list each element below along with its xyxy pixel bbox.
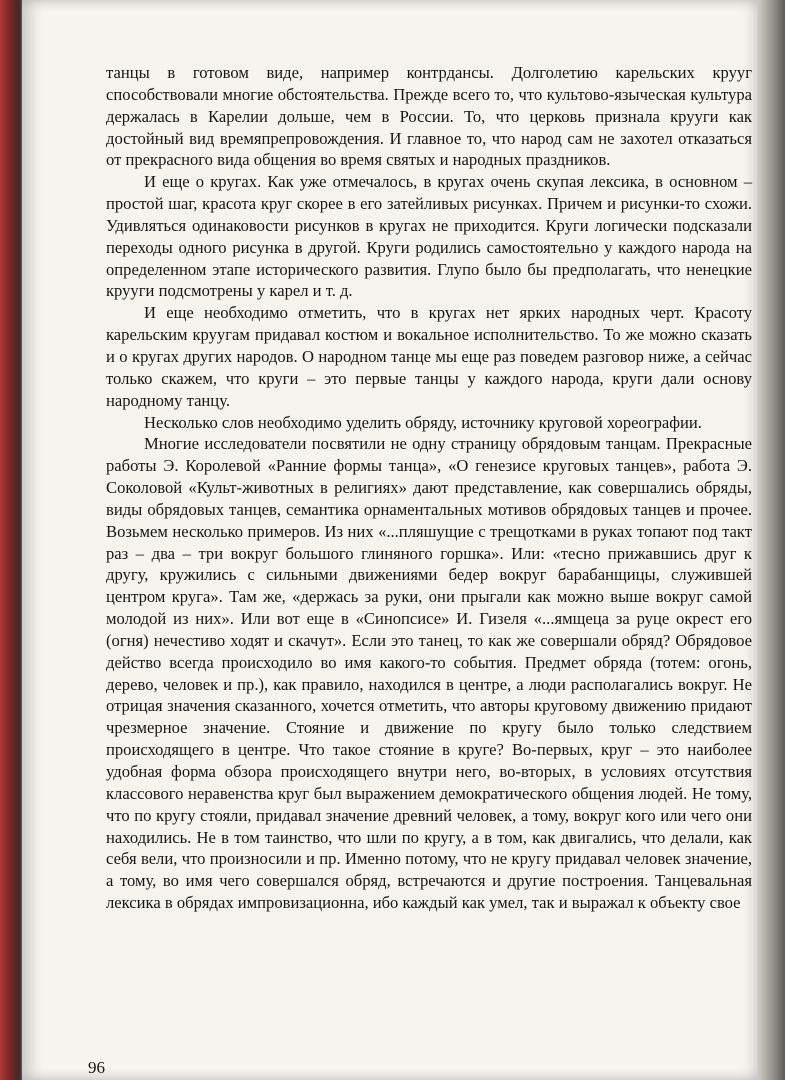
paragraph: танцы в готовом виде, например контрдансы. Долголетию карельских крууг способствовали многие обстоятельства. Прежде всего то, что культово-языческая культура держалась в Карелии дольше, чем в России. То, что церковь признала крууги как достойный вид времяпрепровождения. И главное то, что народ сам не захотел отказаться от прекрасного вида общения во время святых и народных праздников.	[106, 63, 752, 170]
paragraph: Многие исследователи посвятили не одну страницу обрядовым танцам. Прекрасные работы Э. Королевой «Ранние формы танца», «О генезисе круговых танцев», работа Э. Соколовой «Культ-животных в религиях» дают представление, как совершались обряды, виды обрядовых танцев, семантика орнаментальных мотивов обрядовых танцев и прочее. Возьмем несколько примеров. Из них «...пляшущие с трещотками в руках топают под такт раз – два – три вокруг большого глиняного горшка». Или: «тесно прижавшись друг к другу, кружились с сильными движениями бедер вокруг барабанщицы, служившей центром круга». Там же, «держась за руки, они прыгали как можно выше вокруг самой молодой из них». Или вот еще в «Синопсисе» И. Гизеля «...ямщеца за руце окрест его (огня) нечестиво ходят и скачут». Если это танец, то как же совершали обряд? Обрядовое действо всегда происходило во имя какого-то события. Предмет обряда (тотем: огонь, дерево, человек и пр.), как правило, находился в центре, а люди располагались вокруг. Не отрицая значения сказанного, хочется отметить, что авторы круговому движению придают чрезмерное значение. Стояние и движение по кругу было только следствием происходящего в центре. Что такое стояние в круге? Во-первых, круг – это наиболее удобная форма обзора происходящего внутри него, во-вторых, в условиях отсутствия классового неравенства круг был выражением демократического общения людей. Не тому, что по кругу стояли, придавал значение древний человек, а тому, вокруг кого или чего они находились. Не в том таинство, что шли по кругу, а в том, как двигались, что делали, как себя вели, что произносили и пр. Именно потому, что не кругу придавал человек значение, а тому, во имя чего совершался обряд, встречаются и другие построения. Танцевальная лексика в обрядах импровизационна, ибо каждый как умел, так и выражал к объекту свое	[106, 434, 752, 913]
page-number: 96	[88, 1058, 105, 1077]
body-text	[106, 62, 752, 914]
paragraph: Несколько слов необходимо уделить обряду, источнику круговой хореографии.	[144, 412, 702, 432]
paragraph: И еще необходимо отметить, что в кругах нет ярких народных черт. Красоту карельским круугам придавал костюм и вокальное исполнительство. То же можно сказать и о кругах других народов. О народном танце мы еще раз поведем разговор ниже, а сейчас только скажем, что круги – это первые танцы у каждого народа, круги дали основу народному танцу.	[106, 303, 752, 410]
book-page	[22, 0, 757, 1080]
paragraph: И еще о кругах. Как уже отмечалось, в кругах очень скупая лексика, в основном – простой шаг, красота круг скорее в его затейливых рисунках. Причем и рисунки-то схожи. Удивляться одинаковости рисунков в кругах не приходится. Круги логически подсказали переходы одного рисунка в другой. Круги родились самостоятельно у каждого народа на определенном этапе исторического развития. Глупо было бы предполагать, что ненецкие крууги подсмотрены у карел и т. д.	[106, 172, 752, 301]
adjacent-page-edge	[755, 0, 785, 1080]
